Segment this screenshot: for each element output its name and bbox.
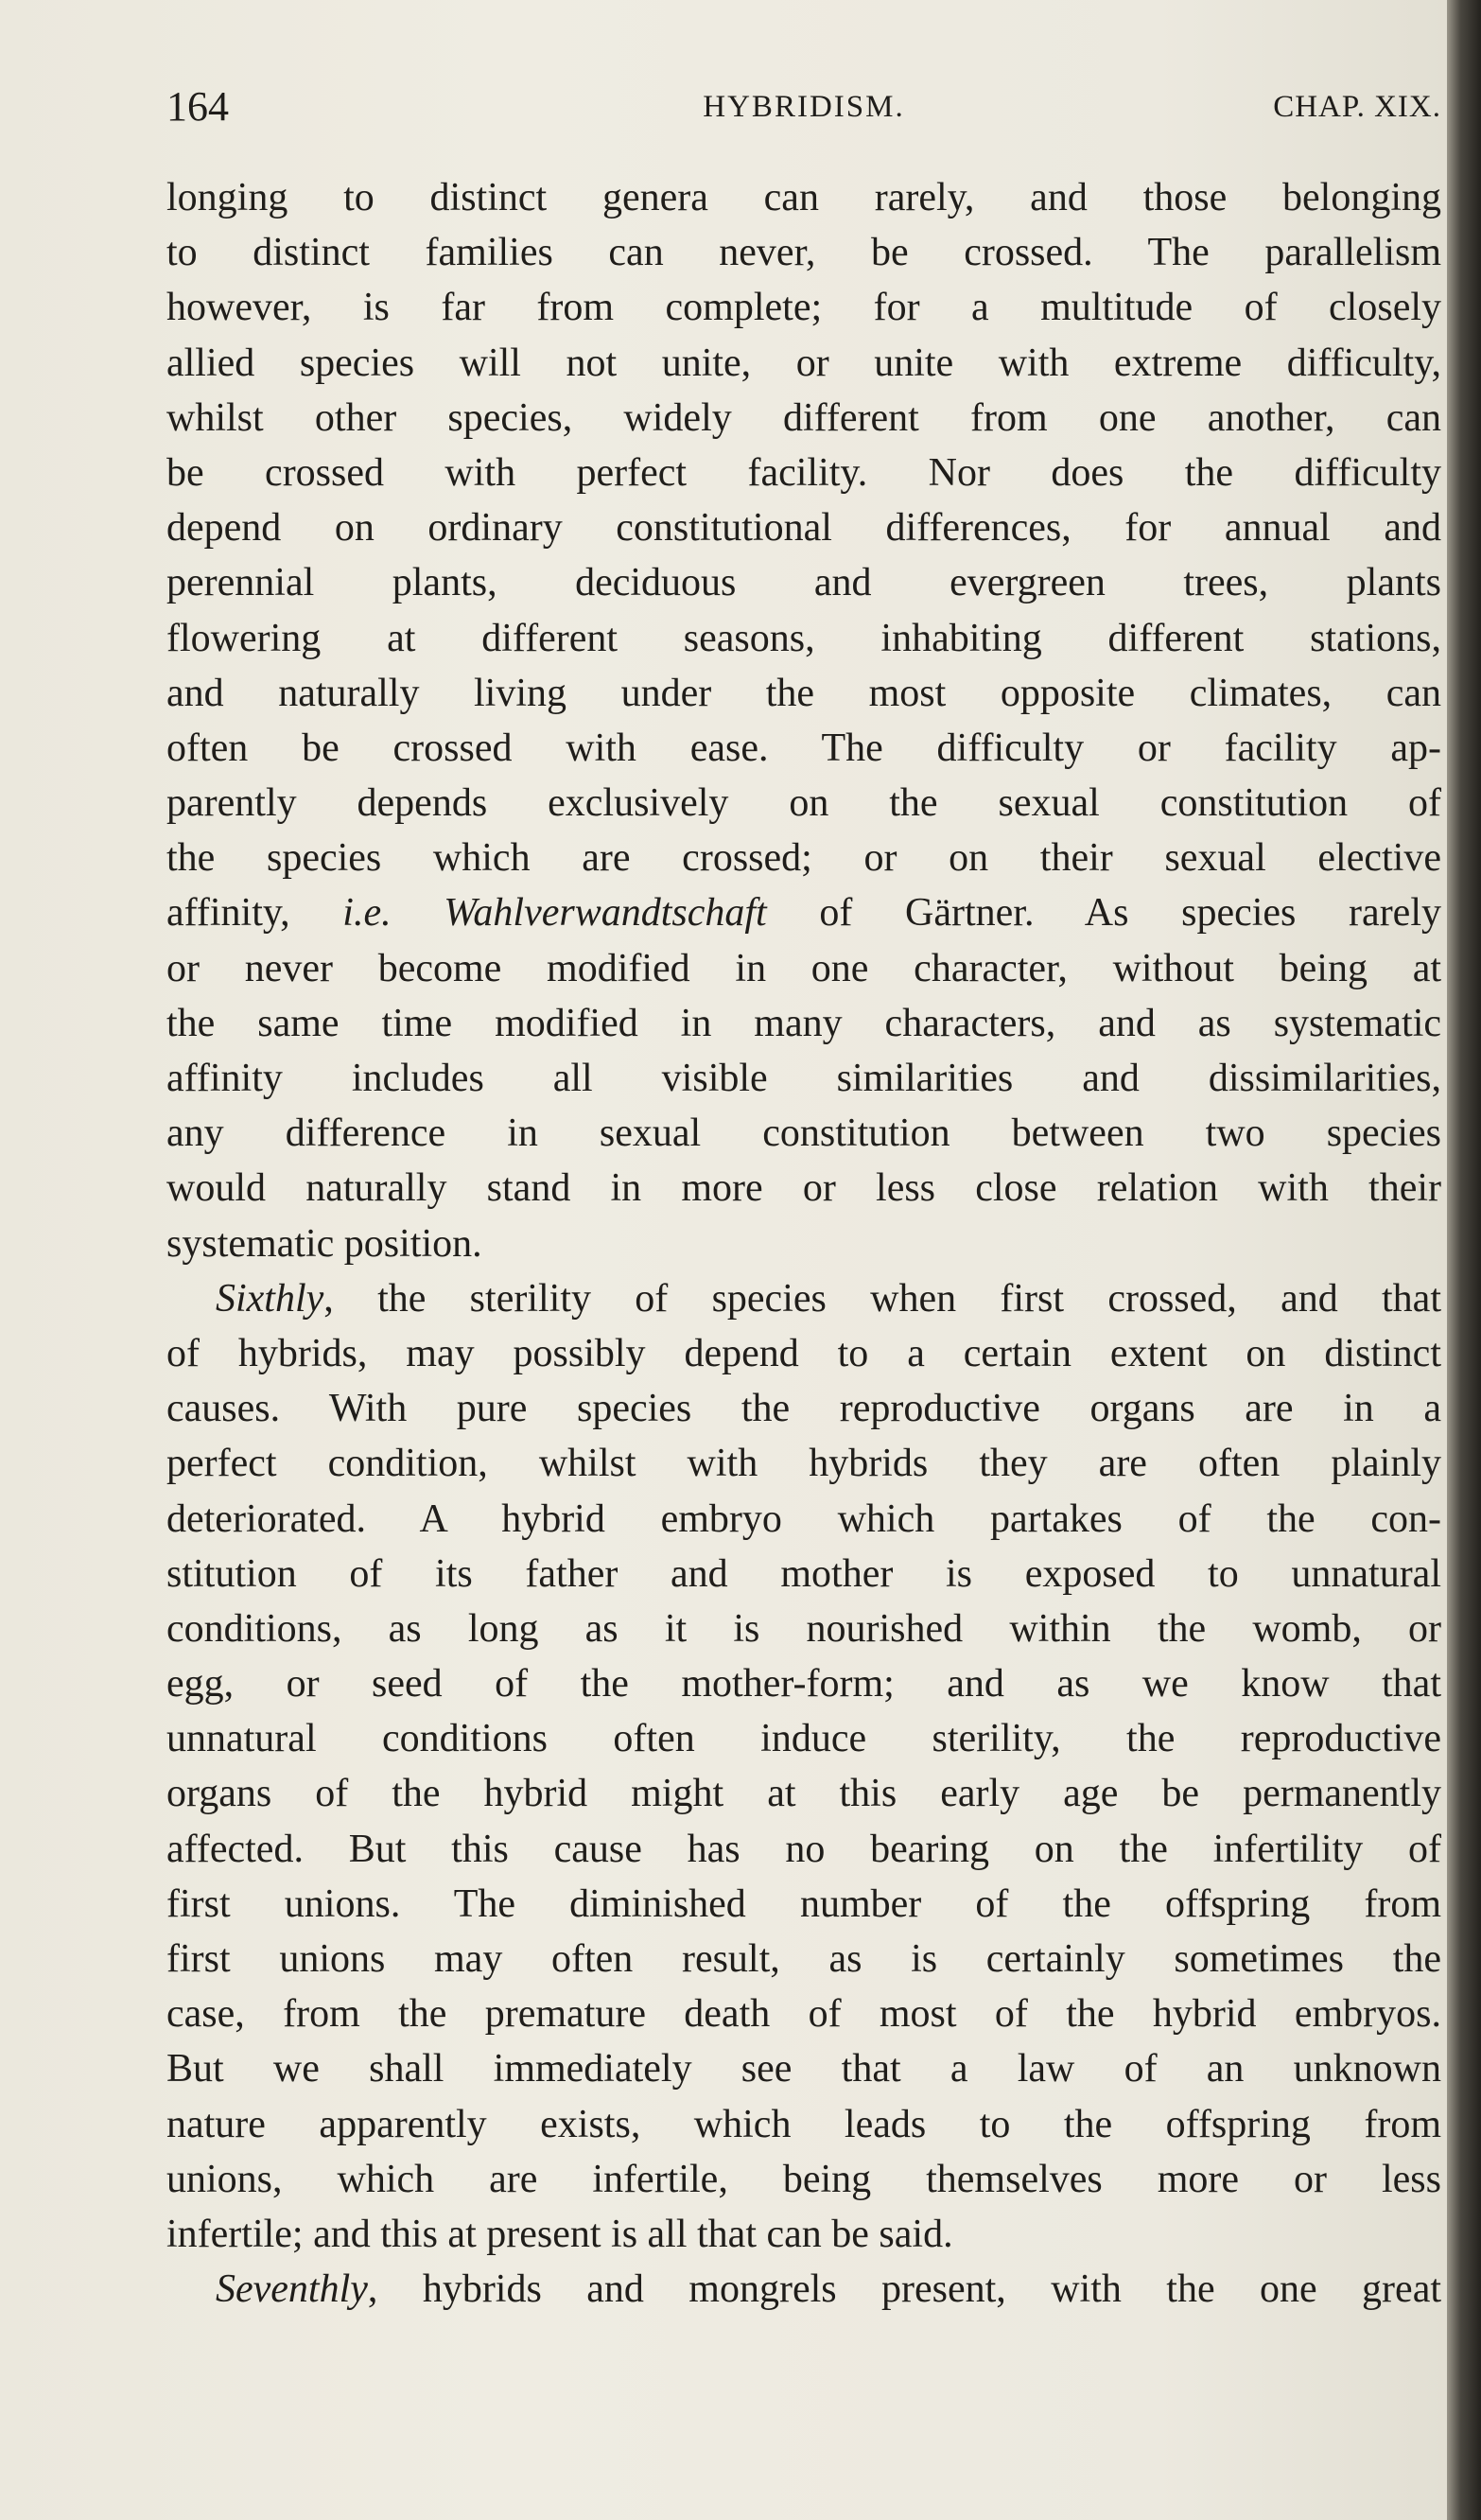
text-line bbox=[166, 500, 1441, 555]
text-segment: , the sterility of species when first crossed, and that bbox=[323, 1276, 1441, 1321]
text-line bbox=[166, 941, 1441, 996]
text-segment: and naturally living under the most opposite climates, can bbox=[166, 671, 1441, 715]
text-line bbox=[166, 1271, 1441, 1326]
text-segment: organs of the hybrid might at this early age be permanently bbox=[166, 1772, 1441, 1816]
page-edge bbox=[1447, 0, 1481, 2520]
text-line bbox=[166, 2207, 1441, 2262]
text-segment: conditions, as long as it is nourished within the womb, or bbox=[166, 1606, 1441, 1651]
text-line bbox=[166, 446, 1441, 500]
running-head: HYBRIDISM. bbox=[703, 90, 905, 124]
text-segment: be crossed with perfect facility. Nor does the difficulty bbox=[166, 450, 1441, 495]
text-line bbox=[166, 1106, 1441, 1161]
text-line bbox=[166, 1436, 1441, 1491]
text-line bbox=[166, 1492, 1441, 1547]
text-line bbox=[166, 555, 1441, 610]
text-line bbox=[166, 831, 1441, 885]
text-segment: however, is far from complete; for a multitude of closely bbox=[166, 286, 1441, 330]
text-segment: any difference in sexual constitution between two species bbox=[166, 1111, 1441, 1156]
text-segment: the same time modified in many characters, and as systematic bbox=[166, 1001, 1441, 1045]
text-line bbox=[166, 1656, 1441, 1711]
page-number: 164 bbox=[166, 83, 229, 130]
text-segment: perennial plants, deciduous and evergreen trees, plants bbox=[166, 561, 1441, 605]
text-segment: case, from the premature death of most of the hybrid embryos. bbox=[166, 1992, 1441, 2037]
text-line bbox=[166, 1877, 1441, 1932]
text-line bbox=[166, 1601, 1441, 1656]
text-segment: of hybrids, may possibly depend to a certain extent on distinct bbox=[166, 1331, 1441, 1375]
text-segment: unnatural conditions often induce sterility, the reproductive bbox=[166, 1717, 1441, 1761]
text-line bbox=[166, 1986, 1441, 2041]
text-segment: to distinct families can never, be crossed. The parallelism bbox=[166, 231, 1441, 275]
text-line bbox=[166, 1216, 1441, 1271]
text-segment: stitution of its father and mother is exposed to unnatural bbox=[166, 1551, 1441, 1596]
text-segment: , hybrids and mongrels present, with the one great bbox=[367, 2267, 1441, 2312]
text-segment: affinity, bbox=[166, 891, 343, 936]
text-segment: first unions. The diminished number of the offspring from bbox=[166, 1881, 1441, 1926]
text-line bbox=[166, 776, 1441, 831]
text-segment: systematic position. bbox=[166, 1221, 482, 1266]
text-segment: longing to distinct genera can rarely, and those belonging bbox=[166, 176, 1441, 219]
text-segment: perfect condition, whilst with hybrids they are often plainly bbox=[166, 1442, 1441, 1486]
text-segment: nature apparently exists, which leads to the offspring from bbox=[166, 2102, 1441, 2146]
text-segment: deteriorated. A hybrid embryo which partakes of the con- bbox=[166, 1496, 1441, 1541]
text-line bbox=[166, 170, 1441, 225]
text-line bbox=[166, 1547, 1441, 1601]
chapter-label: CHAP. XIX. bbox=[1273, 90, 1441, 124]
text-line bbox=[166, 2041, 1441, 2096]
text-line bbox=[166, 721, 1441, 776]
text-segment: or never become modified in one character, without being at bbox=[166, 946, 1441, 990]
italic-text: Sixthly bbox=[216, 1276, 324, 1321]
text-line bbox=[166, 885, 1441, 940]
text-line bbox=[166, 2262, 1441, 2317]
text-segment: parently depends exclusively on the sexual constitution of bbox=[166, 781, 1441, 826]
text-segment: would naturally stand in more or less close relation with their bbox=[166, 1166, 1441, 1211]
italic-text: i.e. Wahlverwandtschaft bbox=[342, 891, 767, 936]
text-line bbox=[166, 1161, 1441, 1216]
text-segment: infertile; and this at present is all that can be said. bbox=[166, 2212, 953, 2256]
text-line bbox=[166, 2152, 1441, 2207]
text-segment: affected. But this cause has no bearing on the infertility of bbox=[166, 1827, 1441, 1871]
text-line bbox=[166, 1381, 1441, 1436]
text-line bbox=[166, 1932, 1441, 1986]
text-line bbox=[166, 996, 1441, 1051]
text-line bbox=[166, 611, 1441, 666]
text-segment: whilst other species, widely different from one another, can bbox=[166, 395, 1441, 440]
text-line bbox=[166, 1326, 1441, 1381]
italic-text: Seventhly bbox=[216, 2267, 368, 2312]
text-line bbox=[166, 336, 1441, 391]
text-line bbox=[166, 1711, 1441, 1766]
text-segment: egg, or seed of the mother-form; and as we know that bbox=[166, 1662, 1441, 1706]
text-line bbox=[166, 391, 1441, 446]
text-segment: affinity includes all visible similarities and dissimilarities, bbox=[166, 1057, 1441, 1100]
text-line bbox=[166, 2097, 1441, 2152]
text-segment: the species which are crossed; or on their sexual elective bbox=[166, 836, 1441, 881]
text-segment: first unions may often result, as is certainly sometimes the bbox=[166, 1937, 1441, 1981]
text-segment: often be crossed with ease. The difficulty or facility ap- bbox=[166, 726, 1441, 770]
text-segment: flowering at different seasons, inhabiting different stations, bbox=[166, 616, 1441, 660]
text-line bbox=[166, 1822, 1441, 1877]
text-line bbox=[166, 225, 1441, 280]
text-line bbox=[166, 1051, 1441, 1106]
body-text bbox=[166, 170, 1441, 2317]
page-header bbox=[166, 74, 1441, 140]
text-segment: of Gärtner. As species rarely bbox=[766, 891, 1441, 936]
text-line bbox=[166, 666, 1441, 721]
text-segment: causes. With pure species the reproductive organs are in a bbox=[166, 1387, 1441, 1431]
text-segment: depend on ordinary constitutional differences, for annual and bbox=[166, 506, 1441, 551]
text-line bbox=[166, 1766, 1441, 1821]
text-segment: allied species will not unite, or unite with extreme difficulty, bbox=[166, 341, 1441, 385]
text-line bbox=[166, 280, 1441, 335]
text-segment: unions, which are infertile, being themselves more or less bbox=[166, 2157, 1441, 2201]
text-segment: But we shall immediately see that a law of an unknown bbox=[166, 2047, 1441, 2091]
